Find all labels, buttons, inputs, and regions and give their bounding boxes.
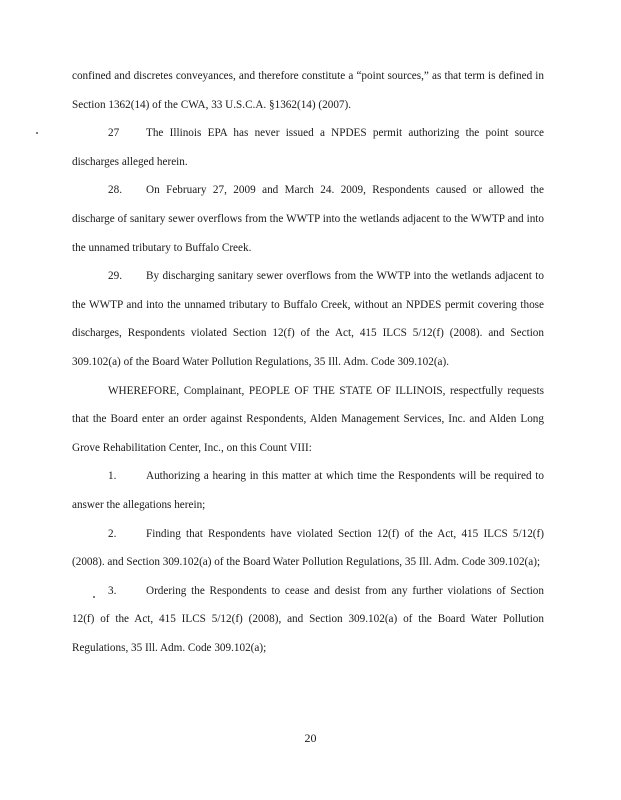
paragraph-number: 29. [108, 270, 122, 283]
paragraph-number: 28. [108, 184, 122, 197]
paragraph-28 [72, 176, 544, 262]
scan-speck [93, 596, 95, 598]
relief-item-3 [72, 577, 544, 663]
paragraph-text: Finding that Respondents have violated Section 12(f) of the Act, 415 ILCS 5/12(f) (2008). and Section 309.102(a) of the Board Water Pollution Regulations, 35 Ill. Adm. Code 309.102(a); [72, 527, 544, 569]
paragraph-number: 3. [108, 584, 117, 597]
paragraph-text: WHEREFORE, Complainant, PEOPLE OF THE STATE OF ILLINOIS, respectfully requests that the Board enter an order against Respondents, Alden Management Services, Inc. and Alden Long Grove Rehabilitation Center, Inc., on this Count VIII: [72, 384, 544, 454]
document-body [72, 62, 544, 662]
page-number: 20 [304, 731, 317, 745]
paragraph-text: Authorizing a hearing in this matter at which time the Respondents will be required to answer the allegations herein; [72, 470, 544, 511]
paragraph-text: Ordering the Respondents to cease and desist from any further violations of Section 12(f) of the Act, 415 ILCS 5/12(f) (2008), and Section 309.102(a) of the Board Water Pollution Regulations, 35 Ill. Adm. Code 309.102(a); [72, 584, 544, 654]
paragraph-number: 2. [108, 527, 117, 540]
paragraph-text: confined and discretes conveyances, and therefore constitute a “point sources,” as that term is defined in Section 1362(14) of the CWA, 33 U.S.C.A. §1362(14) (2007). [72, 70, 544, 111]
paragraph-29 [72, 262, 544, 376]
relief-item-2 [72, 520, 544, 577]
paragraph-text: By discharging sanitary sewer overflows from the WWTP into the wetlands adjacent to the WWTP and into the unnamed tributary to Buffalo Creek, without an NPDES permit covering those discharges, Respondents violated Section 12(f) of the Act, 415 ILCS 5/12(f) (2008). and Section 309.102(a) of the Board Water Pollution Regulations, 35 Ill. Adm. Code 309.102(a). [72, 270, 544, 368]
scan-speck [36, 132, 38, 134]
paragraph-number: 27 [108, 127, 120, 140]
paragraph-text: On February 27, 2009 and March 24. 2009, Respondents caused or allowed the discharge of sanitary sewer overflows from the WWTP into the wetlands adjacent to the WWTP and into the unnamed tributary to Buffalo Creek. [72, 184, 544, 254]
paragraph-27 [72, 119, 544, 176]
paragraph-wherefore [72, 377, 544, 463]
paragraph-number: 1. [108, 470, 117, 483]
paragraph-text: The Illinois EPA has never issued a NPDES permit authorizing the point source discharges alleged herein. [72, 127, 544, 168]
relief-item-1 [72, 462, 544, 519]
paragraph-continuation [72, 62, 544, 119]
